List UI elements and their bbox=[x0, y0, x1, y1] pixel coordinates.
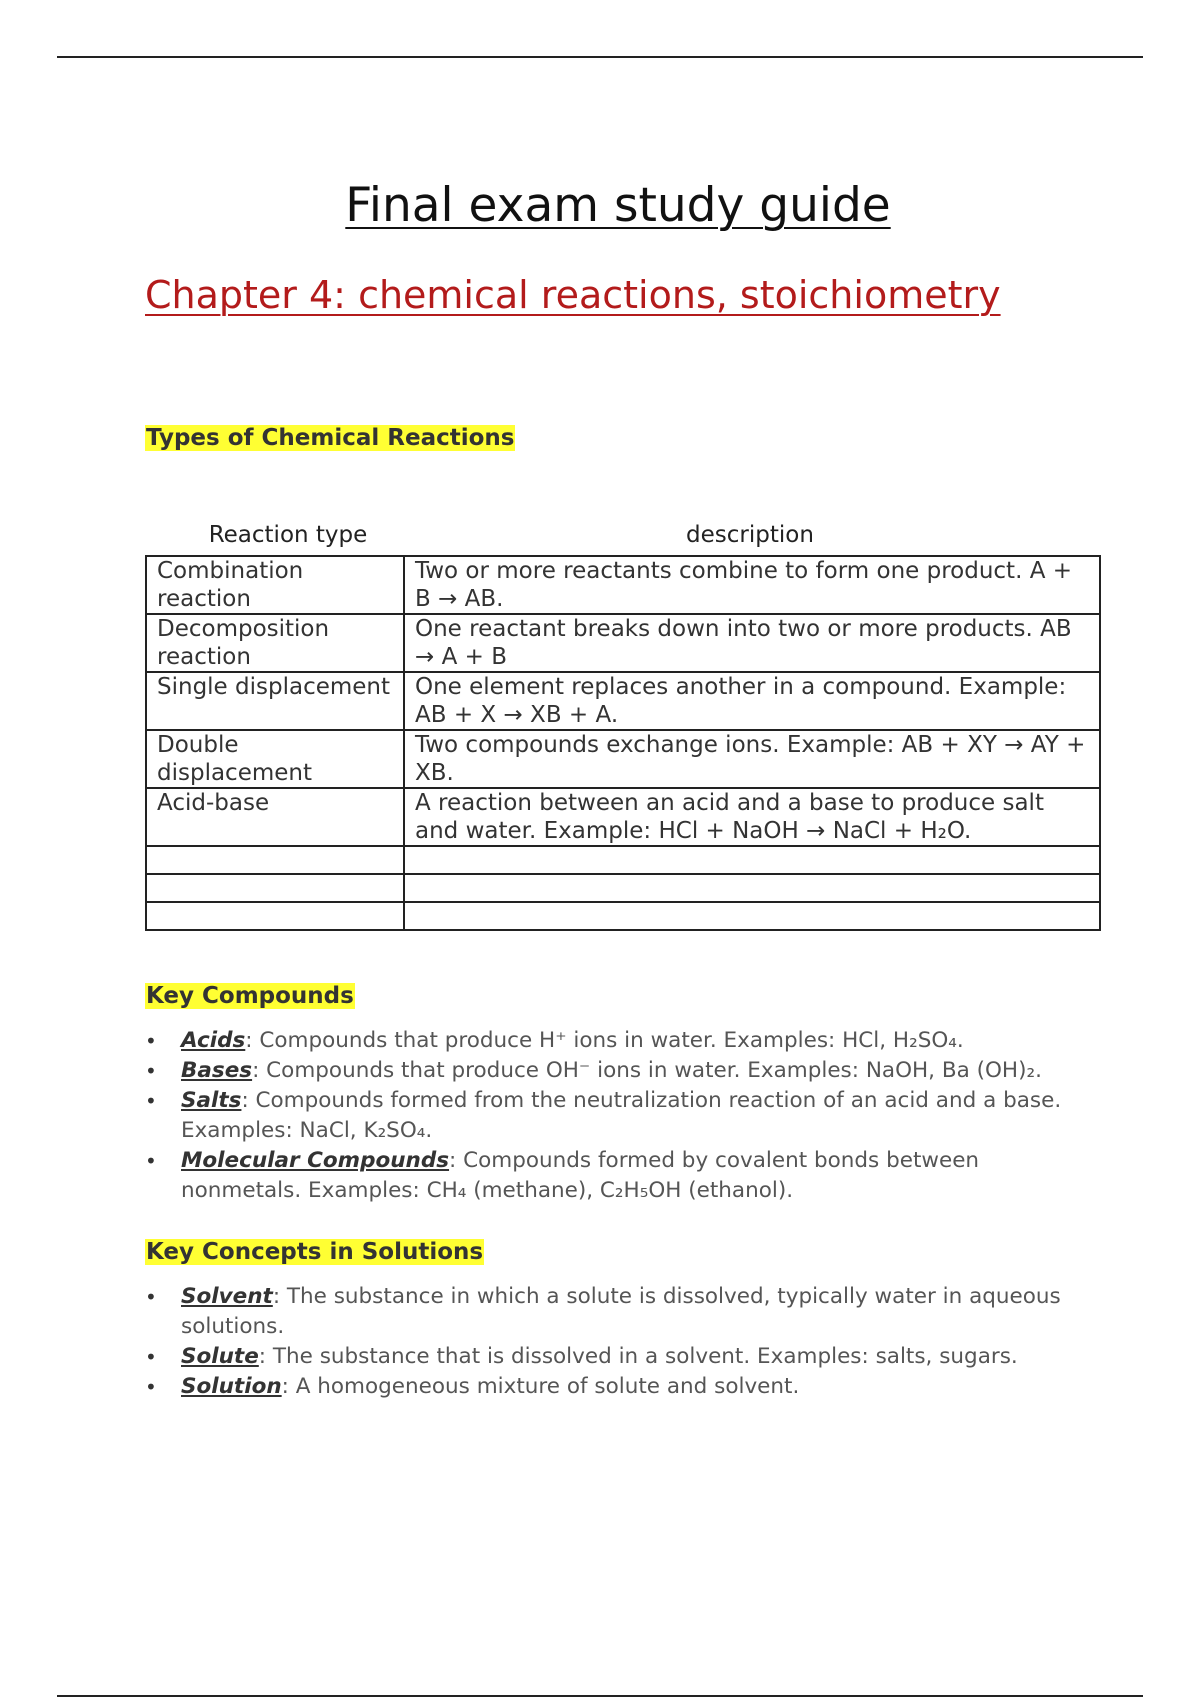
column-header-description: description bbox=[686, 522, 814, 548]
list-item bbox=[145, 1282, 1105, 1342]
reaction-description-cell bbox=[404, 874, 1100, 902]
section-heading-key-compounds-text: Key Compounds bbox=[146, 983, 354, 1009]
reaction-description-cell bbox=[404, 902, 1100, 930]
list-item bbox=[145, 1056, 1105, 1086]
table-row bbox=[146, 672, 1100, 730]
reaction-type-cell: Combination reaction bbox=[146, 556, 404, 614]
term-label: Acids bbox=[181, 1028, 246, 1053]
list-item bbox=[145, 1146, 1105, 1206]
term-definition: : A homogeneous mixture of solute and solvent. bbox=[281, 1374, 800, 1399]
chapter-title: Chapter 4: chemical reactions, stoichiometry bbox=[145, 273, 1001, 317]
table-row-empty bbox=[146, 874, 1100, 902]
bullet-icon: • bbox=[145, 1285, 157, 1309]
term-label: Salts bbox=[181, 1088, 242, 1113]
term-definition: : The substance in which a solute is dissolved, typically water in aqueous solutions. bbox=[181, 1284, 1061, 1339]
reaction-type-cell bbox=[146, 874, 404, 902]
bullet-icon: • bbox=[145, 1029, 157, 1053]
reaction-description-cell bbox=[404, 846, 1100, 874]
list-item bbox=[145, 1026, 1105, 1056]
section-heading-key-compounds bbox=[145, 981, 355, 1011]
list-item bbox=[145, 1372, 1105, 1402]
bullet-icon: • bbox=[145, 1375, 157, 1399]
solutions-concepts-list bbox=[145, 1282, 1105, 1402]
term-definition: : Compounds that produce OH⁻ ions in water. Examples: NaOH, Ba (OH)₂. bbox=[252, 1058, 1042, 1083]
term-label: Bases bbox=[181, 1058, 253, 1083]
term-definition: : Compounds formed from the neutralization reaction of an acid and a base. Examples: NaCl, K₂SO₄. bbox=[181, 1088, 1062, 1143]
list-item bbox=[145, 1086, 1105, 1146]
bullet-icon: • bbox=[145, 1149, 157, 1173]
reaction-type-cell: Acid-base bbox=[146, 788, 404, 846]
reaction-description-cell: Two or more reactants combine to form one product. A + B → AB. bbox=[404, 556, 1100, 614]
term-definition: : Compounds that produce H⁺ ions in water. Examples: HCl, H₂SO₄. bbox=[245, 1028, 964, 1053]
reaction-type-cell: Decomposition reaction bbox=[146, 614, 404, 672]
section-heading-solutions bbox=[145, 1237, 484, 1267]
table-row bbox=[146, 788, 1100, 846]
header-rule bbox=[57, 56, 1143, 58]
term-label: Molecular Compounds bbox=[181, 1148, 450, 1173]
reaction-type-cell bbox=[146, 846, 404, 874]
bullet-icon: • bbox=[145, 1089, 157, 1113]
table-row bbox=[146, 730, 1100, 788]
column-header-reaction-type: Reaction type bbox=[208, 522, 368, 548]
table-row bbox=[146, 556, 1100, 614]
term-definition: : The substance that is dissolved in a solvent. Examples: salts, sugars. bbox=[258, 1344, 1018, 1369]
page-title: Final exam study guide bbox=[345, 178, 891, 233]
bullet-icon: • bbox=[145, 1059, 157, 1083]
list-item bbox=[145, 1342, 1105, 1372]
reaction-type-cell bbox=[146, 902, 404, 930]
bullet-icon: • bbox=[145, 1345, 157, 1369]
reaction-type-cell: Single displacement bbox=[146, 672, 404, 730]
reaction-types-table bbox=[145, 555, 1101, 931]
section-heading-reaction-types bbox=[145, 423, 515, 453]
table-row bbox=[146, 614, 1100, 672]
key-compounds-list bbox=[145, 1026, 1105, 1206]
reaction-description-cell: A reaction between an acid and a base to produce salt and water. Example: HCl + NaOH → NaCl + H₂O. bbox=[404, 788, 1100, 846]
section-heading-reaction-types-text: Types of Chemical Reactions bbox=[146, 425, 515, 451]
term-label: Solution bbox=[181, 1374, 282, 1399]
table-row-empty bbox=[146, 846, 1100, 874]
reaction-description-cell: Two compounds exchange ions. Example: AB + XY → AY + XB. bbox=[404, 730, 1100, 788]
table-row-empty bbox=[146, 902, 1100, 930]
section-heading-solutions-text: Key Concepts in Solutions bbox=[146, 1239, 484, 1265]
term-definition: : Compounds formed by covalent bonds between nonmetals. Examples: CH₄ (methane), C₂H₅OH (ethanol). bbox=[181, 1148, 980, 1203]
reaction-type-cell: Double displacement bbox=[146, 730, 404, 788]
reaction-description-cell: One element replaces another in a compound. Example: AB + X → XB + A. bbox=[404, 672, 1100, 730]
reaction-table-header bbox=[145, 520, 1099, 550]
footer-rule bbox=[57, 1695, 1143, 1697]
reaction-description-cell: One reactant breaks down into two or more products. AB → A + B bbox=[404, 614, 1100, 672]
term-label: Solvent bbox=[181, 1284, 273, 1309]
term-label: Solute bbox=[181, 1344, 259, 1369]
